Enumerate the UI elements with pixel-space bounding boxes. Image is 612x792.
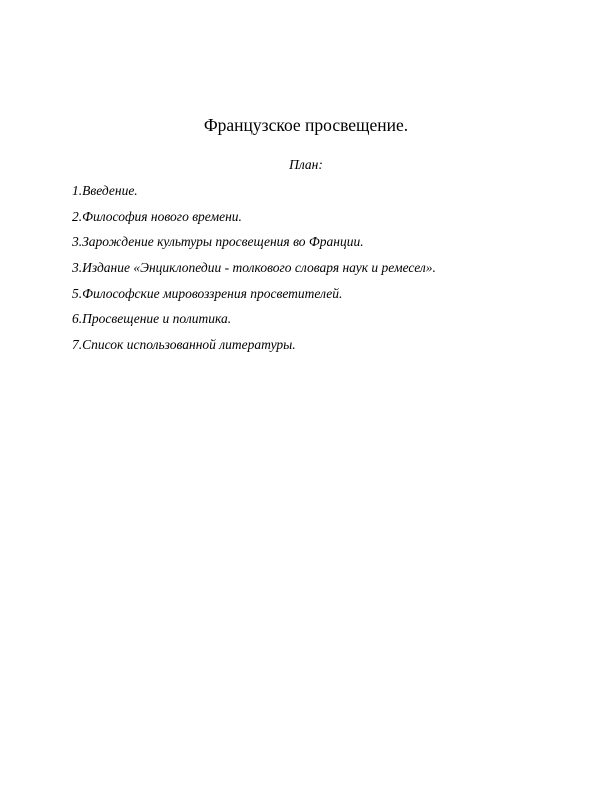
plan-item-modern-philosophy: 2.Философия нового времени. [72, 208, 242, 224]
plan-item-references: 7.Список использованной литературы. [72, 337, 296, 353]
plan-item-introduction: 1.Введение. [72, 183, 138, 198]
plan-list [72, 183, 436, 363]
plan-item-encyclopedia: 3.Издание «Энциклопедии - толкового словаря наук и ремесел». [72, 260, 436, 276]
plan-item-politics: 6.Просвещение и политика. [72, 311, 232, 327]
plan-heading: План: [289, 157, 323, 172]
plan-item-enlightenment-origins: 3.Зарождение культуры просвещения во Франции. [72, 234, 364, 250]
document-title: Французское просвещение. [203, 115, 409, 135]
plan-item-worldviews: 5.Философские мировоззрения просветителей. [72, 285, 343, 301]
